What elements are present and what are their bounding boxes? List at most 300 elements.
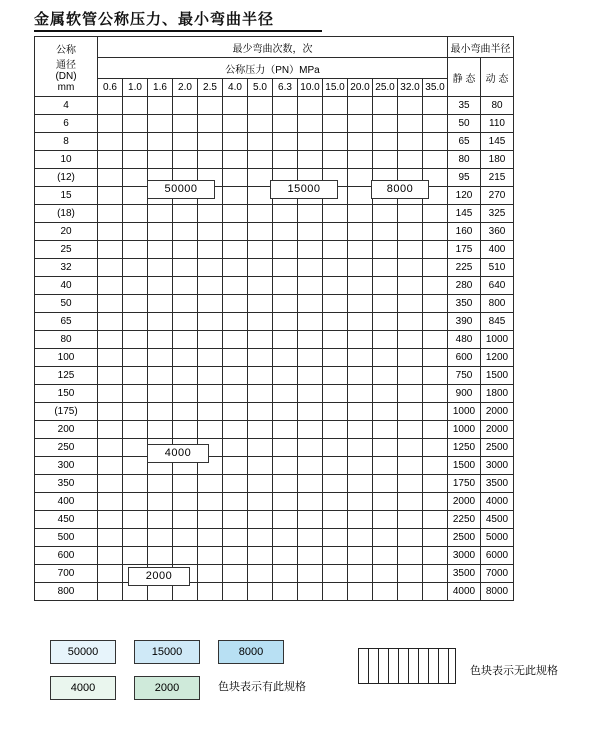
cell-r0-c13 bbox=[423, 97, 448, 115]
cell-r20-c7 bbox=[273, 457, 298, 475]
cell-r16-c6 bbox=[248, 385, 273, 403]
cell-r19-c8 bbox=[298, 439, 323, 457]
chart-label-8000: 8000 bbox=[371, 180, 429, 199]
cell-r6-c0 bbox=[98, 205, 123, 223]
radius-static-value: 160 bbox=[448, 223, 481, 241]
legend-swatch-4000: 4000 bbox=[50, 676, 116, 700]
cell-r20-c9 bbox=[323, 457, 348, 475]
cell-r15-c6 bbox=[248, 367, 273, 385]
cell-r1-c2 bbox=[148, 115, 173, 133]
table-row bbox=[35, 151, 514, 169]
cell-r21-c7 bbox=[273, 475, 298, 493]
dn-value: 800 bbox=[35, 583, 98, 601]
cell-r11-c13 bbox=[423, 295, 448, 313]
radius-dynamic-value: 1000 bbox=[481, 331, 514, 349]
cell-r6-c7 bbox=[273, 205, 298, 223]
cell-r12-c9 bbox=[323, 313, 348, 331]
cell-r3-c6 bbox=[248, 151, 273, 169]
cell-r17-c13 bbox=[423, 403, 448, 421]
cell-r4-c6 bbox=[248, 169, 273, 187]
cell-r3-c9 bbox=[323, 151, 348, 169]
radius-dynamic-header: 动 态 bbox=[481, 58, 514, 97]
radius-static-value: 35 bbox=[448, 97, 481, 115]
radius-static-value: 175 bbox=[448, 241, 481, 259]
cell-r26-c8 bbox=[298, 565, 323, 583]
cell-r13-c11 bbox=[373, 331, 398, 349]
cell-r11-c9 bbox=[323, 295, 348, 313]
cell-r16-c13 bbox=[423, 385, 448, 403]
table-row bbox=[35, 457, 514, 475]
radius-static-value: 65 bbox=[448, 133, 481, 151]
pressure-col-header-2: 1.6 bbox=[148, 79, 173, 97]
cell-r12-c3 bbox=[173, 313, 198, 331]
radius-static-value: 1750 bbox=[448, 475, 481, 493]
cell-r12-c4 bbox=[198, 313, 223, 331]
cell-r14-c5 bbox=[223, 349, 248, 367]
radius-static-value: 145 bbox=[448, 205, 481, 223]
radius-dynamic-value: 1200 bbox=[481, 349, 514, 367]
cell-r24-c13 bbox=[423, 529, 448, 547]
pressure-col-header-3: 2.0 bbox=[173, 79, 198, 97]
cell-r10-c9 bbox=[323, 277, 348, 295]
dn-value: 600 bbox=[35, 547, 98, 565]
radius-dynamic-value: 215 bbox=[481, 169, 514, 187]
cell-r24-c9 bbox=[323, 529, 348, 547]
cell-r6-c1 bbox=[123, 205, 148, 223]
cell-r26-c10 bbox=[348, 565, 373, 583]
cell-r14-c10 bbox=[348, 349, 373, 367]
cell-r8-c6 bbox=[248, 241, 273, 259]
cell-r24-c5 bbox=[223, 529, 248, 547]
radius-dynamic-value: 360 bbox=[481, 223, 514, 241]
cell-r1-c1 bbox=[123, 115, 148, 133]
cell-r6-c9 bbox=[323, 205, 348, 223]
cell-r9-c10 bbox=[348, 259, 373, 277]
cell-r8-c3 bbox=[173, 241, 198, 259]
dn-value: (18) bbox=[35, 205, 98, 223]
cell-r1-c13 bbox=[423, 115, 448, 133]
radius-static-value: 350 bbox=[448, 295, 481, 313]
cell-r0-c6 bbox=[248, 97, 273, 115]
cell-r1-c4 bbox=[198, 115, 223, 133]
cell-r14-c6 bbox=[248, 349, 273, 367]
radius-static-value: 50 bbox=[448, 115, 481, 133]
cell-r9-c5 bbox=[223, 259, 248, 277]
radius-dynamic-value: 5000 bbox=[481, 529, 514, 547]
cell-r10-c4 bbox=[198, 277, 223, 295]
cell-r3-c8 bbox=[298, 151, 323, 169]
table-row bbox=[35, 97, 514, 115]
page-title: 金属软管公称压力、最小弯曲半径 bbox=[34, 10, 275, 28]
cell-r0-c7 bbox=[273, 97, 298, 115]
cell-r22-c0 bbox=[98, 493, 123, 511]
cell-r1-c7 bbox=[273, 115, 298, 133]
pressure-col-header-0: 0.6 bbox=[98, 79, 123, 97]
cell-r17-c0 bbox=[98, 403, 123, 421]
cell-r3-c5 bbox=[223, 151, 248, 169]
dn-value: (12) bbox=[35, 169, 98, 187]
cell-r8-c2 bbox=[148, 241, 173, 259]
cell-r11-c2 bbox=[148, 295, 173, 313]
table-row bbox=[35, 313, 514, 331]
cell-r0-c0 bbox=[98, 97, 123, 115]
cell-r2-c6 bbox=[248, 133, 273, 151]
cell-r13-c6 bbox=[248, 331, 273, 349]
cell-r26-c5 bbox=[223, 565, 248, 583]
cell-r5-c6 bbox=[248, 187, 273, 205]
table-row bbox=[35, 277, 514, 295]
cell-r25-c7 bbox=[273, 547, 298, 565]
radius-static-value: 95 bbox=[448, 169, 481, 187]
cell-r25-c6 bbox=[248, 547, 273, 565]
cell-r27-c12 bbox=[398, 583, 423, 601]
title-underline bbox=[34, 30, 322, 32]
cell-r18-c1 bbox=[123, 421, 148, 439]
cell-r18-c7 bbox=[273, 421, 298, 439]
chart-label-15000: 15000 bbox=[270, 180, 338, 199]
cell-r26-c0 bbox=[98, 565, 123, 583]
cell-r21-c5 bbox=[223, 475, 248, 493]
table-row bbox=[35, 529, 514, 547]
cell-r17-c4 bbox=[198, 403, 223, 421]
cell-r7-c3 bbox=[173, 223, 198, 241]
cell-r20-c6 bbox=[248, 457, 273, 475]
cell-r15-c7 bbox=[273, 367, 298, 385]
cell-r7-c8 bbox=[298, 223, 323, 241]
dn-value: 65 bbox=[35, 313, 98, 331]
table-row bbox=[35, 115, 514, 133]
dn-value: 200 bbox=[35, 421, 98, 439]
radius-dynamic-value: 800 bbox=[481, 295, 514, 313]
cell-r2-c0 bbox=[98, 133, 123, 151]
cell-r27-c9 bbox=[323, 583, 348, 601]
pressure-col-header-7: 6.3 bbox=[273, 79, 298, 97]
radius-dynamic-value: 80 bbox=[481, 97, 514, 115]
cell-r17-c12 bbox=[398, 403, 423, 421]
cell-r22-c6 bbox=[248, 493, 273, 511]
cell-r18-c13 bbox=[423, 421, 448, 439]
pressure-col-header-6: 5.0 bbox=[248, 79, 273, 97]
cell-r13-c2 bbox=[148, 331, 173, 349]
cell-r23-c1 bbox=[123, 511, 148, 529]
cell-r25-c8 bbox=[298, 547, 323, 565]
dn-header-line4: mm bbox=[57, 81, 75, 93]
cell-r4-c5 bbox=[223, 169, 248, 187]
cell-r0-c9 bbox=[323, 97, 348, 115]
cell-r7-c11 bbox=[373, 223, 398, 241]
radius-static-value: 120 bbox=[448, 187, 481, 205]
cell-r9-c4 bbox=[198, 259, 223, 277]
cell-r24-c3 bbox=[173, 529, 198, 547]
cell-r13-c1 bbox=[123, 331, 148, 349]
radius-static-value: 2000 bbox=[448, 493, 481, 511]
dn-value: 10 bbox=[35, 151, 98, 169]
cell-r9-c8 bbox=[298, 259, 323, 277]
cell-r17-c3 bbox=[173, 403, 198, 421]
cell-r22-c3 bbox=[173, 493, 198, 511]
cell-r1-c12 bbox=[398, 115, 423, 133]
cell-r2-c1 bbox=[123, 133, 148, 151]
cell-r21-c4 bbox=[198, 475, 223, 493]
cell-r18-c5 bbox=[223, 421, 248, 439]
cell-r17-c2 bbox=[148, 403, 173, 421]
pressure-header: 公称压力（PN）MPa bbox=[98, 58, 448, 79]
pressure-col-header-11: 25.0 bbox=[373, 79, 398, 97]
spec-table bbox=[34, 36, 514, 601]
cell-r14-c7 bbox=[273, 349, 298, 367]
cell-r2-c9 bbox=[323, 133, 348, 151]
cell-r21-c3 bbox=[173, 475, 198, 493]
cell-r24-c11 bbox=[373, 529, 398, 547]
cell-r8-c1 bbox=[123, 241, 148, 259]
cell-r0-c8 bbox=[298, 97, 323, 115]
cell-r3-c2 bbox=[148, 151, 173, 169]
cell-r12-c10 bbox=[348, 313, 373, 331]
table-row bbox=[35, 475, 514, 493]
chart-label-2000: 2000 bbox=[128, 567, 190, 586]
radius-dynamic-value: 510 bbox=[481, 259, 514, 277]
cell-r22-c9 bbox=[323, 493, 348, 511]
cell-r0-c11 bbox=[373, 97, 398, 115]
dn-value: 50 bbox=[35, 295, 98, 313]
radius-dynamic-value: 1500 bbox=[481, 367, 514, 385]
table-row bbox=[35, 583, 514, 601]
cell-r9-c9 bbox=[323, 259, 348, 277]
cell-r7-c5 bbox=[223, 223, 248, 241]
cell-r25-c1 bbox=[123, 547, 148, 565]
cell-r7-c13 bbox=[423, 223, 448, 241]
cell-r18-c8 bbox=[298, 421, 323, 439]
cell-r12-c12 bbox=[398, 313, 423, 331]
cell-r25-c13 bbox=[423, 547, 448, 565]
radius-static-value: 900 bbox=[448, 385, 481, 403]
radius-static-value: 390 bbox=[448, 313, 481, 331]
cell-r21-c0 bbox=[98, 475, 123, 493]
cell-r2-c4 bbox=[198, 133, 223, 151]
table-row bbox=[35, 367, 514, 385]
cell-r26-c6 bbox=[248, 565, 273, 583]
table-row bbox=[35, 385, 514, 403]
radius-static-value: 750 bbox=[448, 367, 481, 385]
cell-r3-c0 bbox=[98, 151, 123, 169]
cell-r1-c0 bbox=[98, 115, 123, 133]
cell-r4-c1 bbox=[123, 169, 148, 187]
cell-r3-c1 bbox=[123, 151, 148, 169]
radius-static-value: 480 bbox=[448, 331, 481, 349]
cell-r15-c0 bbox=[98, 367, 123, 385]
radius-dynamic-value: 4500 bbox=[481, 511, 514, 529]
cell-r6-c5 bbox=[223, 205, 248, 223]
pressure-col-header-1: 1.0 bbox=[123, 79, 148, 97]
cell-r15-c2 bbox=[148, 367, 173, 385]
cell-r3-c7 bbox=[273, 151, 298, 169]
cell-r14-c12 bbox=[398, 349, 423, 367]
dn-value: 300 bbox=[35, 457, 98, 475]
cell-r16-c9 bbox=[323, 385, 348, 403]
radius-dynamic-value: 4000 bbox=[481, 493, 514, 511]
cell-r22-c13 bbox=[423, 493, 448, 511]
cell-r19-c9 bbox=[323, 439, 348, 457]
table-row bbox=[35, 331, 514, 349]
dn-value: 25 bbox=[35, 241, 98, 259]
cell-r2-c10 bbox=[348, 133, 373, 151]
cell-r20-c10 bbox=[348, 457, 373, 475]
dn-value: 250 bbox=[35, 439, 98, 457]
dn-value: 8 bbox=[35, 133, 98, 151]
cell-r27-c11 bbox=[373, 583, 398, 601]
table-row bbox=[35, 133, 514, 151]
dn-value: 100 bbox=[35, 349, 98, 367]
cell-r13-c10 bbox=[348, 331, 373, 349]
cell-r13-c9 bbox=[323, 331, 348, 349]
cell-r12-c8 bbox=[298, 313, 323, 331]
cell-r10-c2 bbox=[148, 277, 173, 295]
cell-r6-c4 bbox=[198, 205, 223, 223]
cell-r7-c9 bbox=[323, 223, 348, 241]
pressure-col-header-13: 35.0 bbox=[423, 79, 448, 97]
cell-r9-c11 bbox=[373, 259, 398, 277]
header-row-1 bbox=[35, 37, 514, 58]
cell-r21-c9 bbox=[323, 475, 348, 493]
radius-dynamic-value: 3000 bbox=[481, 457, 514, 475]
cell-r9-c7 bbox=[273, 259, 298, 277]
cell-r27-c13 bbox=[423, 583, 448, 601]
cell-r11-c6 bbox=[248, 295, 273, 313]
cell-r19-c11 bbox=[373, 439, 398, 457]
dn-header-line3: (DN) bbox=[55, 70, 77, 82]
cell-r19-c7 bbox=[273, 439, 298, 457]
cell-r24-c2 bbox=[148, 529, 173, 547]
cell-r16-c1 bbox=[123, 385, 148, 403]
dn-value: 4 bbox=[35, 97, 98, 115]
cell-r14-c11 bbox=[373, 349, 398, 367]
table-row bbox=[35, 205, 514, 223]
cell-r20-c8 bbox=[298, 457, 323, 475]
cell-r8-c4 bbox=[198, 241, 223, 259]
radius-static-value: 3000 bbox=[448, 547, 481, 565]
cell-r18-c2 bbox=[148, 421, 173, 439]
dn-value: 125 bbox=[35, 367, 98, 385]
radius-static-value: 1500 bbox=[448, 457, 481, 475]
cell-r13-c5 bbox=[223, 331, 248, 349]
cell-r22-c1 bbox=[123, 493, 148, 511]
radius-static-header: 静 态 bbox=[448, 58, 481, 97]
cell-r24-c7 bbox=[273, 529, 298, 547]
radius-dynamic-value: 180 bbox=[481, 151, 514, 169]
radius-dynamic-value: 640 bbox=[481, 277, 514, 295]
cell-r23-c12 bbox=[398, 511, 423, 529]
radius-dynamic-value: 6000 bbox=[481, 547, 514, 565]
cell-r27-c7 bbox=[273, 583, 298, 601]
cell-r7-c1 bbox=[123, 223, 148, 241]
cell-r15-c9 bbox=[323, 367, 348, 385]
dn-value: 350 bbox=[35, 475, 98, 493]
cell-r27-c4 bbox=[198, 583, 223, 601]
cell-r19-c0 bbox=[98, 439, 123, 457]
cell-r16-c3 bbox=[173, 385, 198, 403]
cell-r6-c8 bbox=[298, 205, 323, 223]
cell-r23-c13 bbox=[423, 511, 448, 529]
cell-r1-c8 bbox=[298, 115, 323, 133]
cell-r2-c7 bbox=[273, 133, 298, 151]
cell-r17-c5 bbox=[223, 403, 248, 421]
cell-r5-c10 bbox=[348, 187, 373, 205]
cell-r10-c10 bbox=[348, 277, 373, 295]
cell-r10-c6 bbox=[248, 277, 273, 295]
cell-r19-c12 bbox=[398, 439, 423, 457]
cell-r15-c10 bbox=[348, 367, 373, 385]
cell-r11-c5 bbox=[223, 295, 248, 313]
table-row bbox=[35, 565, 514, 583]
cell-r24-c0 bbox=[98, 529, 123, 547]
cell-r16-c5 bbox=[223, 385, 248, 403]
cell-r8-c11 bbox=[373, 241, 398, 259]
cell-r22-c2 bbox=[148, 493, 173, 511]
dn-header-cell bbox=[35, 37, 98, 97]
cell-r24-c12 bbox=[398, 529, 423, 547]
radius-dynamic-value: 2000 bbox=[481, 403, 514, 421]
cell-r22-c10 bbox=[348, 493, 373, 511]
cell-r15-c11 bbox=[373, 367, 398, 385]
radius-static-value: 600 bbox=[448, 349, 481, 367]
cell-r20-c5 bbox=[223, 457, 248, 475]
dn-value: 15 bbox=[35, 187, 98, 205]
cell-r27-c8 bbox=[298, 583, 323, 601]
cell-r19-c1 bbox=[123, 439, 148, 457]
dn-header-line2: 通径 bbox=[56, 59, 76, 71]
cell-r12-c11 bbox=[373, 313, 398, 331]
table-body bbox=[35, 97, 514, 601]
cell-r17-c11 bbox=[373, 403, 398, 421]
cell-r24-c4 bbox=[198, 529, 223, 547]
radius-static-value: 1000 bbox=[448, 403, 481, 421]
cell-r16-c12 bbox=[398, 385, 423, 403]
cell-r0-c1 bbox=[123, 97, 148, 115]
cell-r19-c6 bbox=[248, 439, 273, 457]
chart-label-4000: 4000 bbox=[147, 444, 209, 463]
cell-r27-c6 bbox=[248, 583, 273, 601]
cell-r21-c10 bbox=[348, 475, 373, 493]
cell-r9-c12 bbox=[398, 259, 423, 277]
cell-r10-c13 bbox=[423, 277, 448, 295]
cell-r3-c12 bbox=[398, 151, 423, 169]
header-row-2 bbox=[35, 58, 514, 79]
cell-r18-c0 bbox=[98, 421, 123, 439]
cell-r18-c3 bbox=[173, 421, 198, 439]
cell-r10-c1 bbox=[123, 277, 148, 295]
cell-r0-c5 bbox=[223, 97, 248, 115]
cell-r26-c4 bbox=[198, 565, 223, 583]
cell-r23-c6 bbox=[248, 511, 273, 529]
cell-r19-c10 bbox=[348, 439, 373, 457]
table-row bbox=[35, 259, 514, 277]
cell-r15-c12 bbox=[398, 367, 423, 385]
cell-r23-c8 bbox=[298, 511, 323, 529]
cell-r14-c8 bbox=[298, 349, 323, 367]
cell-r25-c3 bbox=[173, 547, 198, 565]
cell-r18-c10 bbox=[348, 421, 373, 439]
cell-r22-c11 bbox=[373, 493, 398, 511]
cell-r14-c3 bbox=[173, 349, 198, 367]
cell-r11-c12 bbox=[398, 295, 423, 313]
cell-r14-c13 bbox=[423, 349, 448, 367]
cell-r1-c5 bbox=[223, 115, 248, 133]
cell-r22-c12 bbox=[398, 493, 423, 511]
cell-r1-c6 bbox=[248, 115, 273, 133]
cell-r8-c13 bbox=[423, 241, 448, 259]
cell-r3-c10 bbox=[348, 151, 373, 169]
dn-value: 150 bbox=[35, 385, 98, 403]
